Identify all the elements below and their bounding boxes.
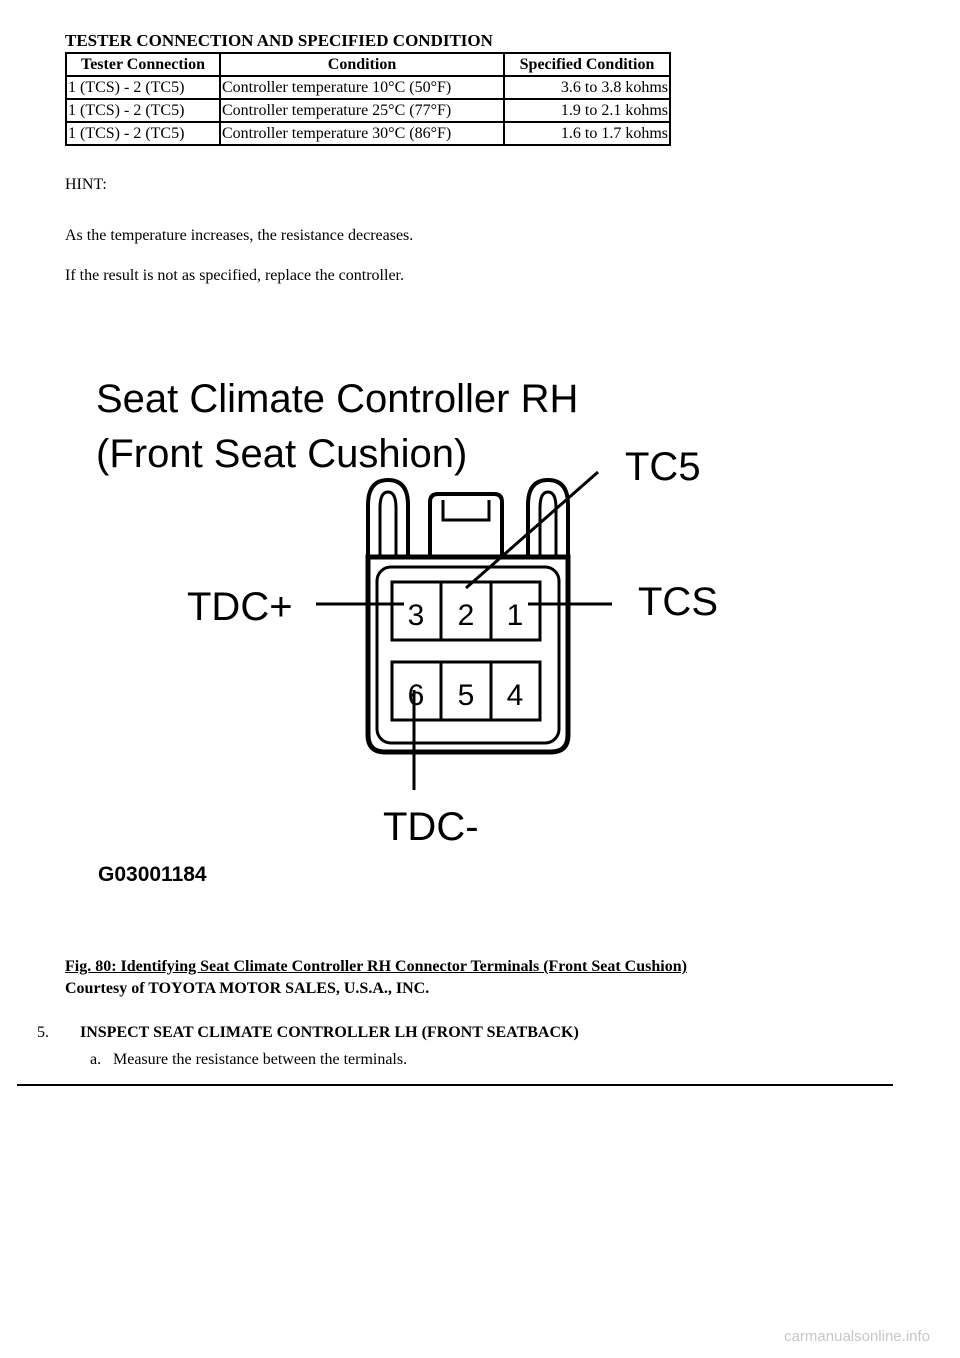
terminal-label-tdc-minus: TDC- [383, 805, 479, 849]
pin-number: 5 [457, 679, 475, 712]
table-header: Condition [220, 53, 504, 76]
step-number: 5. [37, 1024, 49, 1041]
diagram-heading: Seat Climate Controller RH [96, 377, 579, 421]
table-cell: 1.6 to 1.7 kohms [504, 122, 670, 145]
hint-line: If the result is not as specified, replace the controller. [65, 267, 404, 284]
table-cell: Controller temperature 10°C (50°F) [220, 76, 504, 99]
substep-text: Measure the resistance between the terminals. [113, 1051, 408, 1068]
substep-label: a. [90, 1051, 102, 1068]
table-cell: Controller temperature 30°C (86°F) [220, 122, 504, 145]
figure-caption: Fig. 80: Identifying Seat Climate Controller RH Connector Terminals (Front Seat Cushion) [65, 958, 687, 975]
section-title: TESTER CONNECTION AND SPECIFIED CONDITION [65, 31, 493, 50]
pin-number: 1 [506, 599, 524, 632]
terminal-label-tdc-plus: TDC+ [187, 585, 293, 629]
diagram-subheading: (Front Seat Cushion) [96, 432, 468, 476]
terminal-label-tc5: TC5 [625, 445, 701, 489]
table-cell: 1.9 to 2.1 kohms [504, 99, 670, 122]
figure-courtesy: Courtesy of TOYOTA MOTOR SALES, U.S.A., INC. [65, 980, 430, 997]
table-header: Specified Condition [504, 53, 670, 76]
figure-code: G03001184 [98, 863, 207, 886]
pin-number: 4 [506, 679, 524, 712]
table-header: Tester Connection [66, 53, 220, 76]
table-cell: 1 (TCS) - 2 (TC5) [66, 122, 220, 145]
table-cell: 1 (TCS) - 2 (TC5) [66, 76, 220, 99]
hint-line: As the temperature increases, the resistance decreases. [65, 227, 414, 244]
step-title: INSPECT SEAT CLIMATE CONTROLLER LH (FRONT SEATBACK) [80, 1024, 579, 1041]
pin-number: 2 [457, 599, 475, 632]
terminal-label-tcs: TCS [638, 580, 718, 624]
table-cell: 1 (TCS) - 2 (TC5) [66, 99, 220, 122]
table-cell: Controller temperature 25°C (77°F) [220, 99, 504, 122]
horizontal-rule [17, 1084, 893, 1086]
pin-number: 6 [407, 679, 425, 712]
hint-label: HINT: [65, 176, 107, 193]
pin-number: 3 [407, 599, 425, 632]
table-cell: 3.6 to 3.8 kohms [504, 76, 670, 99]
watermark: carmanualsonline.info [784, 1328, 930, 1345]
